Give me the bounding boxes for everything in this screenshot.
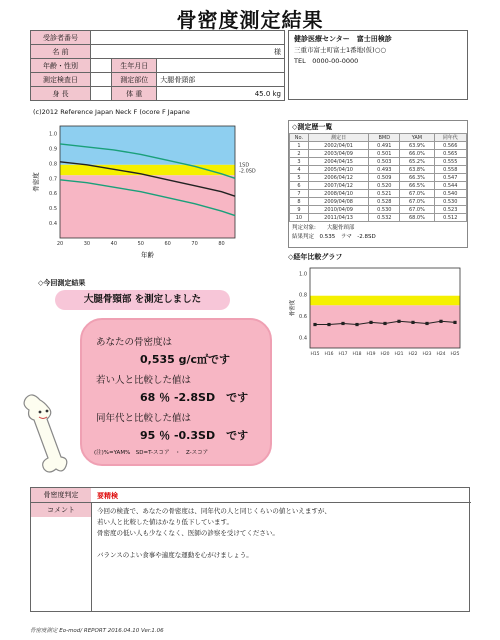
history-cell: 0.521 xyxy=(369,190,400,198)
trend-point xyxy=(341,322,344,325)
name-label: 名 前 xyxy=(31,45,91,59)
trend-x-tick: H22 xyxy=(408,352,418,357)
site-header: 測定部位 xyxy=(112,73,157,87)
history-cell: 0.528 xyxy=(369,198,400,206)
band-normal xyxy=(60,126,235,165)
y-tick-label: 0.5 xyxy=(49,206,57,213)
mascot-eye-right xyxy=(46,410,49,413)
history-row xyxy=(290,182,467,190)
bmd-age-chart xyxy=(30,118,288,286)
y-tick-label: 0.4 xyxy=(49,221,57,228)
trend-x-tick: H16 xyxy=(324,352,334,357)
history-cell: 67.0% xyxy=(400,190,434,198)
height-value xyxy=(91,87,112,101)
judgment-label: 骨密度判定 xyxy=(31,488,91,502)
trend-point xyxy=(425,322,428,325)
history-cell: 4 xyxy=(290,166,309,174)
history-cell: 3 xyxy=(290,158,309,166)
history-cell: 68.0% xyxy=(400,214,434,222)
history-note-2: 結果判定 0.535 ラマ -2.8SD xyxy=(292,234,376,240)
history-heading: ◇測定歴一覧 xyxy=(292,123,333,131)
result-box xyxy=(80,318,272,466)
site-value: 大腿骨頸部 xyxy=(157,73,285,87)
x-tick-label: 40 xyxy=(110,241,118,247)
comment-line xyxy=(97,539,331,550)
trend-x-tick: H23 xyxy=(422,352,432,357)
history-col-header: No. xyxy=(290,134,309,142)
history-row xyxy=(290,142,467,150)
trend-x-tick: H18 xyxy=(352,352,362,357)
history-cell: 0.566 xyxy=(434,142,466,150)
height-label: 身 長 xyxy=(31,87,91,101)
history-col-header: BMD xyxy=(369,134,400,142)
history-cell: 2002/04/01 xyxy=(308,142,368,150)
x-tick-label: 30 xyxy=(83,241,91,247)
trend-x-tick: H25 xyxy=(450,352,460,357)
history-cell: 8 xyxy=(290,198,309,206)
history-cell: 5 xyxy=(290,174,309,182)
footer-text: 骨密度測定 Eo-mod/ REPORT 2016.04.10 Ver.1.06 xyxy=(30,628,164,634)
history-cell: 2003/04/09 xyxy=(308,150,368,158)
result-bmd: 0,535 g/c㎡です xyxy=(140,353,231,366)
history-cell: 66.0% xyxy=(400,150,434,158)
history-cell: 0.530 xyxy=(369,206,400,214)
history-col-header: 測定日 xyxy=(308,134,368,142)
y-tick-label: 0.8 xyxy=(49,161,57,168)
result-heading: ◇今回測定結果 xyxy=(38,279,86,287)
trend-y-label: 骨密度 xyxy=(290,299,296,317)
x-tick-label: 20 xyxy=(56,241,64,247)
x-tick-label: 80 xyxy=(218,241,225,247)
history-row xyxy=(290,190,467,198)
history-table xyxy=(289,133,467,222)
bone-mascot-icon xyxy=(20,390,78,475)
history-row xyxy=(290,198,467,206)
history-row xyxy=(290,158,467,166)
trend-point xyxy=(327,323,330,326)
history-cell: 0.493 xyxy=(369,166,400,174)
measured-site-banner: 大腿骨頸部 を測定しました xyxy=(55,290,230,310)
name-value: 様 xyxy=(91,45,285,59)
trend-point xyxy=(355,323,358,326)
clinic-tel: TEL 0000-00-0000 xyxy=(294,57,359,65)
trend-chart xyxy=(288,262,468,372)
result-line-1: あなたの骨密度は xyxy=(96,337,173,348)
history-cell: 10 xyxy=(290,214,309,222)
history-cell: 0.509 xyxy=(369,174,400,182)
exam-date-label: 測定検査日 xyxy=(31,73,91,87)
y-axis-label: 骨密度 xyxy=(32,172,40,192)
trend-y-tick: 0.6 xyxy=(299,314,307,320)
trend-y-tick: 0.8 xyxy=(299,292,307,299)
weight-value: 45.0 kg xyxy=(157,87,285,101)
ref-label: 1SD xyxy=(239,162,250,169)
history-cell: 2004/04/15 xyxy=(308,158,368,166)
history-cell: 2009/04/08 xyxy=(308,198,368,206)
ref-label: -2.0SD xyxy=(239,168,256,175)
comment-line: バランスのよい食事や適度な運動を心がけましょう。 xyxy=(97,551,253,559)
history-cell: 2010/04/09 xyxy=(308,206,368,214)
history-col-header: YAM xyxy=(400,134,434,142)
patient-info-table xyxy=(30,30,285,101)
x-tick-label: 60 xyxy=(164,241,171,247)
history-cell: 0.523 xyxy=(434,206,466,214)
trend-point xyxy=(411,321,414,324)
trend-x-tick: H15 xyxy=(310,352,320,357)
history-row xyxy=(290,166,467,174)
history-cell: 0.501 xyxy=(369,150,400,158)
history-row xyxy=(290,214,467,222)
trend-band-caution xyxy=(310,296,460,306)
history-cell: 67.0% xyxy=(400,198,434,206)
trend-heading: ◇経年比較グラフ xyxy=(288,253,343,261)
history-note-1: 判定対象: 大腿骨頸部 xyxy=(292,225,355,231)
birth-value xyxy=(157,59,285,73)
history-cell: 2011/04/13 xyxy=(308,214,368,222)
history-cell: 67.0% xyxy=(400,206,434,214)
y-tick-label: 0.6 xyxy=(49,191,57,198)
history-cell: 63.9% xyxy=(400,142,434,150)
history-cell: 2 xyxy=(290,150,309,158)
judgment-box xyxy=(30,487,470,612)
history-cell: 0.532 xyxy=(369,214,400,222)
weight-label: 体 重 xyxy=(112,87,157,101)
history-cell: 0.565 xyxy=(434,150,466,158)
history-cell: 2008/04/10 xyxy=(308,190,368,198)
history-cell: 0.544 xyxy=(434,182,466,190)
history-cell: 1 xyxy=(290,142,309,150)
trend-x-tick: H17 xyxy=(338,352,348,357)
trend-point xyxy=(313,323,316,326)
comment-line: 今回の検査で、あなたの骨密度は、同年代の人と同じくらいの値といえますが、 xyxy=(97,507,331,515)
comment-line: 若い人と比較した値はかなり低下しています。 xyxy=(97,518,233,526)
history-col-header: 同年代 xyxy=(434,134,466,142)
trend-x-tick: H19 xyxy=(366,352,376,357)
history-cell: 2005/04/10 xyxy=(308,166,368,174)
reference-label: (c)2012 Reference Japan Neck F (ocore F Japane xyxy=(33,108,190,116)
history-cell: 0.555 xyxy=(434,158,466,166)
history-cell: 0.512 xyxy=(434,214,466,222)
history-row xyxy=(290,150,467,158)
result-yam: 68 ％ -2.8SD です xyxy=(140,391,249,404)
history-cell: 63.8% xyxy=(400,166,434,174)
history-cell: 0.558 xyxy=(434,166,466,174)
trend-y-tick: 1.0 xyxy=(299,271,307,278)
comment-label: コメント xyxy=(31,503,91,517)
history-cell: 0.503 xyxy=(369,158,400,166)
page-title: 骨密度測定結果 xyxy=(176,8,324,32)
history-cell: 0.520 xyxy=(369,182,400,190)
band-low xyxy=(60,175,235,238)
history-cell: 2007/04/12 xyxy=(308,182,368,190)
trend-band-normal xyxy=(310,268,460,296)
history-row xyxy=(290,174,467,182)
history-cell: 9 xyxy=(290,206,309,214)
trend-x-tick: H24 xyxy=(436,352,446,357)
history-row xyxy=(290,206,467,214)
trend-x-tick: H21 xyxy=(394,352,404,357)
id-label: 受診者番号 xyxy=(31,31,91,45)
clinic-address: 三重市富士町富士1番地(仮)○○ xyxy=(294,46,387,54)
age-sex-label: 年齢・性別 xyxy=(31,59,91,73)
history-panel xyxy=(288,120,468,248)
result-line-3: 同年代と比較した値は xyxy=(96,413,192,424)
trend-point xyxy=(369,321,372,324)
history-cell: 0.547 xyxy=(434,174,466,182)
x-tick-label: 70 xyxy=(191,241,198,247)
age-sex-value xyxy=(91,59,112,73)
trend-point xyxy=(453,321,456,324)
trend-point xyxy=(397,320,400,323)
y-tick-label: 0.7 xyxy=(49,176,57,183)
history-cell: 0.540 xyxy=(434,190,466,198)
clinic-info xyxy=(288,30,468,100)
y-tick-label: 0.9 xyxy=(49,146,57,153)
history-cell: 6 xyxy=(290,182,309,190)
history-cell: 7 xyxy=(290,190,309,198)
history-cell: 0.491 xyxy=(369,142,400,150)
trend-point xyxy=(439,320,442,323)
y-tick-label: 1.0 xyxy=(49,131,57,138)
result-foot: (注)%=YAM% SD=T-スコア ・ Z-スコア xyxy=(94,450,209,456)
history-cell: 66.5% xyxy=(400,182,434,190)
comment-text xyxy=(97,506,331,561)
trend-band-low xyxy=(310,305,460,348)
judgment-value: 要精検 xyxy=(97,492,118,500)
result-age: 95 ％ -0.3SD です xyxy=(140,429,249,442)
mascot-eye-left xyxy=(39,411,42,414)
x-tick-label: 50 xyxy=(137,241,144,247)
id-value xyxy=(91,31,285,45)
history-cell: 0.530 xyxy=(434,198,466,206)
exam-date-value xyxy=(91,73,112,87)
x-axis-label: 年齢 xyxy=(141,251,154,259)
trend-x-tick: H20 xyxy=(380,352,390,357)
birth-label: 生年月日 xyxy=(112,59,157,73)
trend-y-tick: 0.4 xyxy=(299,335,307,342)
history-cell: 65.2% xyxy=(400,158,434,166)
result-line-2: 若い人と比較した値は xyxy=(96,375,192,386)
history-cell: 2006/04/12 xyxy=(308,174,368,182)
trend-point xyxy=(383,322,386,325)
clinic-name: 健診医療センター 富士田検診 xyxy=(294,35,392,43)
history-cell: 66.3% xyxy=(400,174,434,182)
comment-line: 骨密度の低い人も少なくなく、医師の診察を受けてください。 xyxy=(97,529,279,537)
